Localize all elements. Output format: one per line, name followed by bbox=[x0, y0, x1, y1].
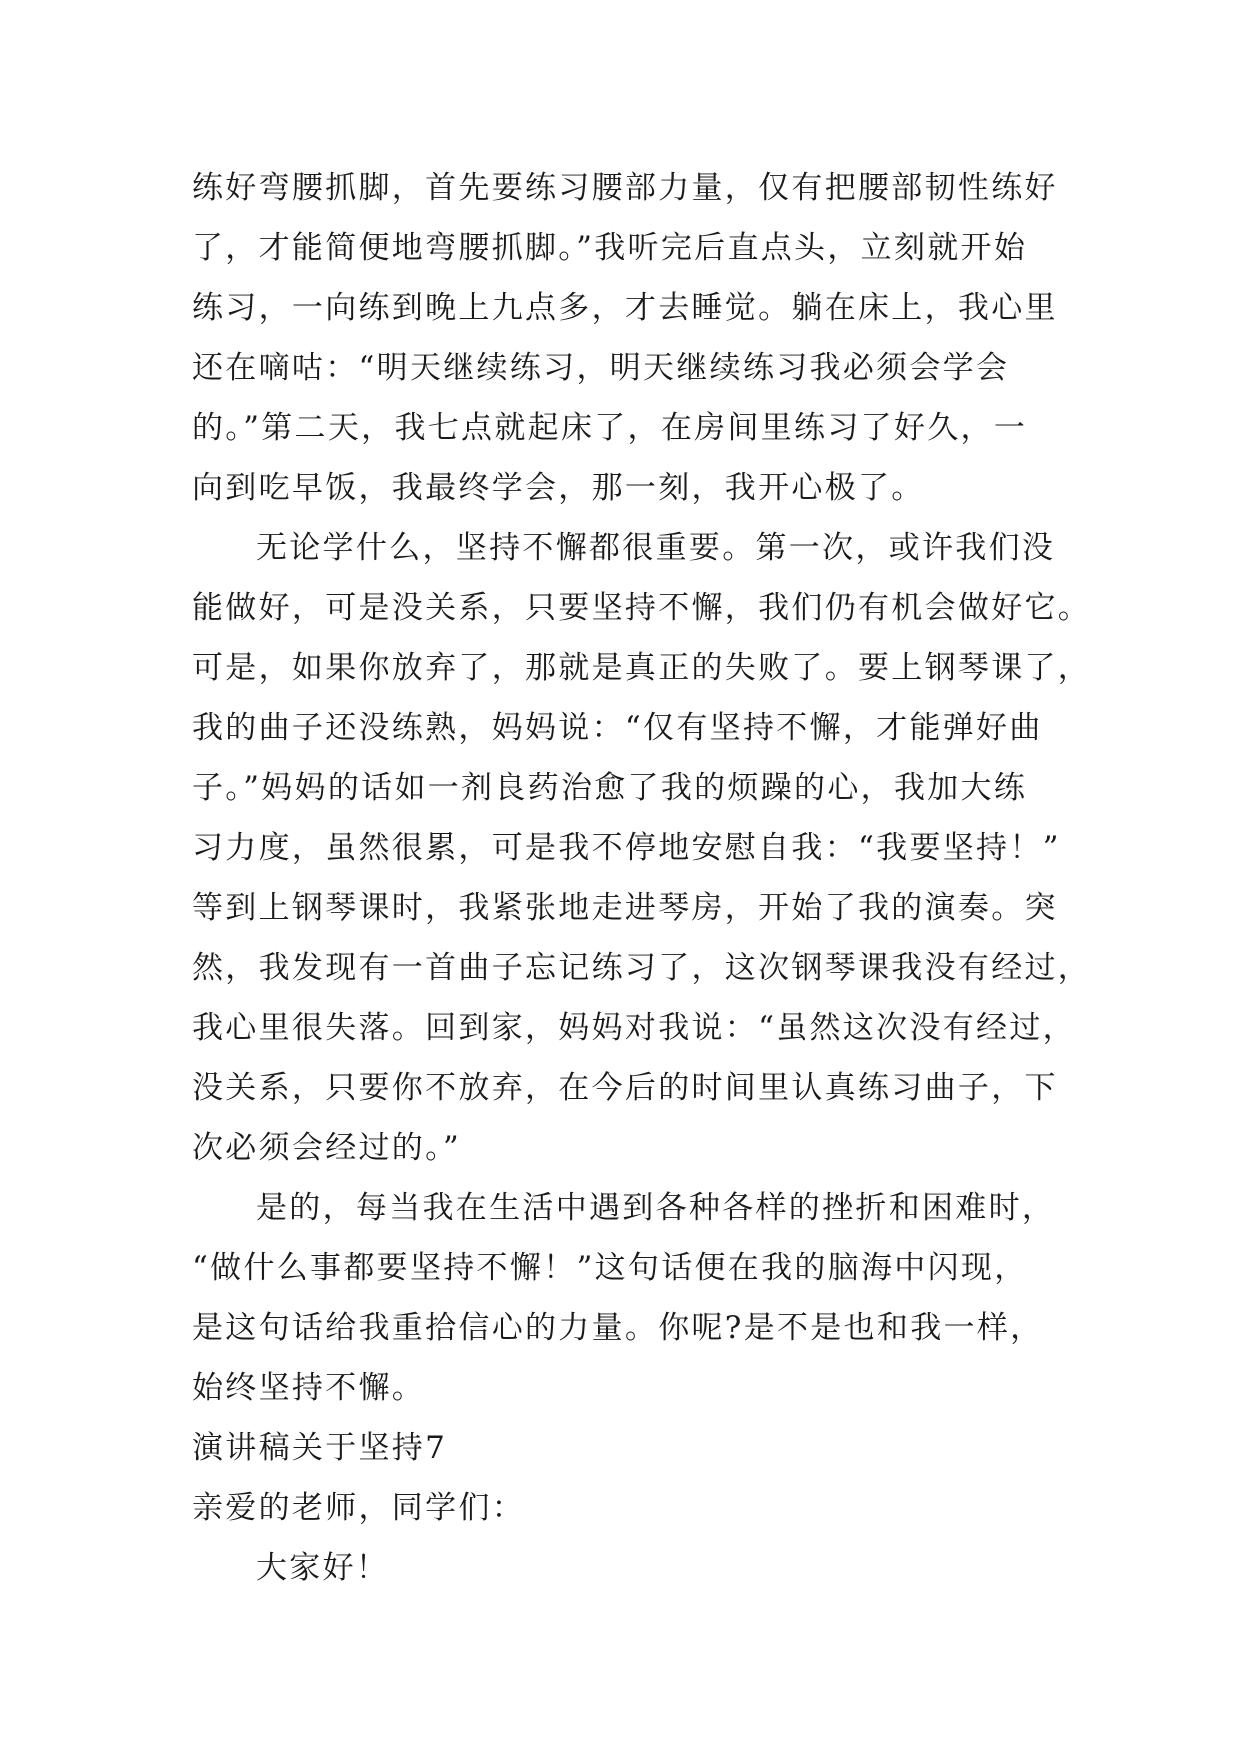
document-body bbox=[192, 158, 1092, 1598]
text-line: 是这句话给我重拾信心的力量。你呢?是不是也和我一样， bbox=[192, 1310, 1044, 1346]
text-line: 然，我发现有一首曲子忘记练习了，这次钢琴课我没有经过， bbox=[192, 950, 1092, 986]
text-line: 没关系，只要你不放弃，在今后的时间里认真练习曲子，下 bbox=[192, 1070, 1058, 1106]
text-line: 还在嘀咕：“明天继续练习，明天继续练习我必须会学会 bbox=[192, 350, 1010, 386]
text-line: “做什么事都要坚持不懈！”这句话便在我的脑海中闪现， bbox=[192, 1250, 1028, 1286]
text-line: 等到上钢琴课时，我紧张地走进琴房，开始了我的演奏。突 bbox=[192, 890, 1058, 926]
greeting: 大家好！ bbox=[256, 1550, 390, 1586]
text-line: 次必须会经过的。” bbox=[192, 1130, 462, 1166]
paragraph-first-line: 是的，每当我在生活中遇到各种各样的挫折和困难时， bbox=[256, 1190, 1056, 1226]
salutation: 亲爱的老师，同学们： bbox=[192, 1490, 525, 1526]
section-heading: 演讲稿关于坚持7 bbox=[192, 1430, 448, 1466]
text-line: 我的曲子还没练熟，妈妈说：“仅有坚持不懈，才能弹好曲 bbox=[192, 710, 1043, 746]
text-line: 我心里很失落。回到家，妈妈对我说：“虽然这次没有经过， bbox=[192, 1010, 1076, 1046]
text-line: 了，才能简便地弯腰抓脚。”我听完后直点头，立刻就开始 bbox=[192, 230, 1028, 266]
text-line: 子。”妈妈的话如一剂良药治愈了我的烦躁的心，我加大练 bbox=[192, 770, 1028, 806]
text-line: 始终坚持不懈。 bbox=[192, 1370, 426, 1406]
text-line: 可是，如果你放弃了，那就是真正的失败了。要上钢琴课了， bbox=[192, 650, 1092, 686]
text-line: 能做好，可是没关系，只要坚持不懈，我们仍有机会做好它。 bbox=[192, 590, 1092, 626]
text-line: 练好弯腰抓脚，首先要练习腰部力量，仅有把腰部韧性练好 bbox=[192, 170, 1058, 206]
text-line: 习力度，虽然很累，可是我不停地安慰自我：“我要坚持！” bbox=[192, 830, 1061, 866]
text-line: 向到吃早饭，我最终学会，那一刻，我开心极了。 bbox=[192, 470, 925, 506]
text-line: 练习，一向练到晚上九点多，才去睡觉。躺在床上，我心里 bbox=[192, 290, 1058, 326]
paragraph-first-line: 无论学什么，坚持不懈都很重要。第一次，或许我们没 bbox=[256, 530, 1056, 566]
text-line: 的。”第二天，我七点就起床了，在房间里练习了好久，一 bbox=[192, 410, 1028, 446]
